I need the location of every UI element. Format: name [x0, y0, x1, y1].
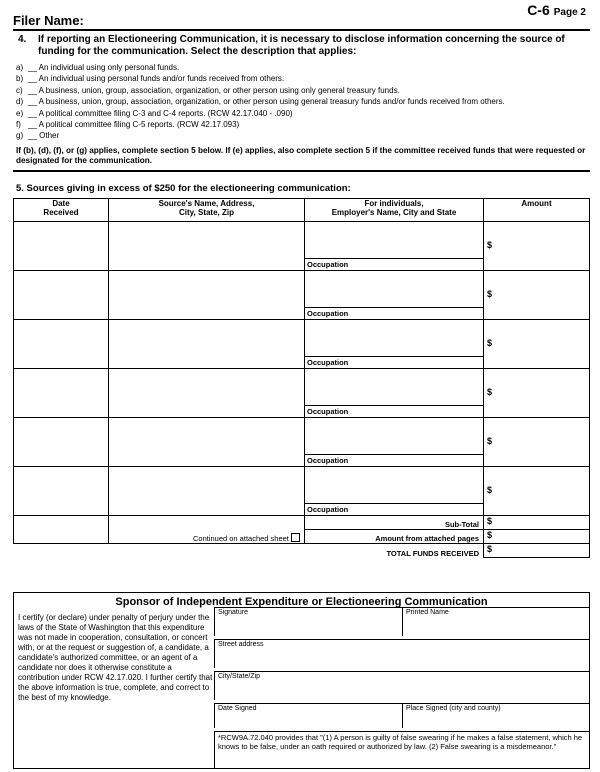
source-row: [14, 467, 590, 516]
amount-cell[interactable]: [484, 467, 590, 516]
divider: [13, 170, 590, 172]
employer-cell[interactable]: [305, 369, 484, 418]
section-4-heading: [18, 34, 588, 58]
date-received-cell[interactable]: [14, 418, 109, 467]
city-state-zip-field[interactable]: City/State/Zip: [214, 671, 589, 700]
continued-checkbox[interactable]: [291, 533, 300, 542]
dollar-sign: $: [487, 436, 493, 446]
false-swearing-warning: *RCW9A.72.040 provides that "(1) A person is guilty of false swearing if he makes a false statement, which he knows to be false, under an oath required or authorized by law. (2) False swearing is a misdemeanor.": [214, 731, 589, 768]
sponsor-title: Sponsor of Independent Expenditure or Electioneering Communication: [115, 596, 488, 608]
col-amount: Amount: [484, 199, 590, 222]
occupation-label: Occupation: [307, 260, 349, 269]
option-e[interactable]: e) __ A political committee filing C-3 and C-4 reports. (RCW 42.17.040 - .090): [16, 108, 293, 118]
signature-grid: [214, 607, 589, 768]
attached-label: Amount from attached pages: [305, 530, 484, 544]
subtotal-row: [14, 516, 590, 530]
section-4-text: If reporting an Electioneering Communication, it is necessary to disclose information concerning the source of funding for the communication. Select the description that applies:: [38, 34, 565, 57]
form-code-label: C-6: [527, 2, 550, 18]
page-number: Page 2: [553, 7, 586, 18]
amount-cell[interactable]: [484, 222, 590, 271]
source-name-cell[interactable]: [109, 271, 305, 320]
funding-options: [16, 62, 505, 142]
total-row: [14, 544, 590, 558]
dollar-sign: $: [487, 387, 493, 397]
dollar-sign: $: [487, 240, 493, 250]
date-received-cell[interactable]: [14, 222, 109, 271]
dollar-sign: $: [487, 485, 493, 495]
option-a[interactable]: a) __ An individual using only personal funds.: [16, 63, 180, 72]
section-5-instructions: If (b), (d), (f), or (g) applies, complete section 5 below. If (e) applies, also complete section 5 if the committee received funds that were requested or designated for the communication.: [16, 146, 586, 165]
occupation-label: Occupation: [307, 309, 349, 318]
date-signed-field[interactable]: Date Signed: [214, 703, 403, 728]
source-row: [14, 418, 590, 467]
option-c[interactable]: c) __ A business, union, group, association, organization, or other person using only general treasury funds.: [16, 85, 400, 95]
continued-on-attached[interactable]: Continued on attached sheet: [109, 530, 305, 544]
divider: [13, 29, 590, 31]
employer-cell[interactable]: [305, 222, 484, 271]
source-name-cell[interactable]: [109, 222, 305, 271]
total-label: TOTAL FUNDS RECEIVED: [386, 548, 479, 558]
subtotal-label: Sub-Total: [305, 516, 484, 530]
option-d[interactable]: d) __ A business, union, group, association, organization, or other person using general treasury funds and/or funds received from others.: [16, 97, 505, 107]
attached-row: [14, 530, 590, 544]
employer-cell[interactable]: [305, 418, 484, 467]
dollar-sign: $: [487, 338, 493, 348]
occupation-label: Occupation: [307, 407, 349, 416]
employer-cell[interactable]: [305, 320, 484, 369]
date-received-cell[interactable]: [14, 369, 109, 418]
occupation-label: Occupation: [307, 358, 349, 367]
table-header: [14, 199, 590, 222]
option-b[interactable]: b) __ An individual using personal funds and/or funds received from others.: [16, 74, 285, 84]
attached-amount[interactable]: $: [484, 530, 590, 544]
sponsor-section: [13, 592, 590, 769]
col-date-received: Date Received: [14, 199, 109, 222]
dollar-sign: $: [487, 289, 493, 299]
option-f[interactable]: f) __ A political committee filing C-5 reports. (RCW 42.17.093): [16, 120, 240, 130]
col-source: Source's Name, Address, City, State, Zip: [109, 199, 305, 222]
source-row: [14, 320, 590, 369]
source-row: [14, 271, 590, 320]
employer-cell[interactable]: [305, 271, 484, 320]
section-number: 4.: [18, 34, 27, 45]
street-address-field[interactable]: Street address: [214, 639, 589, 668]
form-code: [527, 2, 586, 18]
certification-text: I certify (or declare) under penalty of perjury under the laws of the State of Washington that this expenditure was not made in cooperation, consultation, or concert with, or at the request or suggestion of, a candidate, a candidate's authorized committee, or an agent of a candidate nor does it otherwise constitute a contribution under RCW 42.17.020. I further certify that the above information is true, complete, and correct to the best of my knowledge.: [18, 613, 213, 702]
place-signed-field[interactable]: Place Signed (city and county): [402, 703, 589, 728]
occupation-label: Occupation: [307, 505, 349, 514]
filer-name-label: Filer Name:: [13, 13, 84, 28]
occupation-label: Occupation: [307, 456, 349, 465]
source-row: [14, 369, 590, 418]
sources-table: [13, 198, 590, 558]
employer-cell[interactable]: [305, 467, 484, 516]
section-5-heading: 5. Sources giving in excess of $250 for the electioneering communication:: [16, 183, 351, 194]
amount-cell[interactable]: [484, 369, 590, 418]
total-amount[interactable]: $: [484, 544, 590, 558]
date-received-cell[interactable]: [14, 467, 109, 516]
amount-cell[interactable]: [484, 320, 590, 369]
source-name-cell[interactable]: [109, 467, 305, 516]
source-name-cell[interactable]: [109, 369, 305, 418]
printed-name-field[interactable]: Printed Name: [402, 607, 589, 636]
option-g[interactable]: g) __ Other: [16, 131, 60, 141]
subtotal-amount[interactable]: $: [484, 516, 590, 530]
amount-cell[interactable]: [484, 418, 590, 467]
date-received-cell[interactable]: [14, 320, 109, 369]
col-employer: For individuals, Employer's Name, City and State: [305, 199, 484, 222]
amount-cell[interactable]: [484, 271, 590, 320]
source-name-cell[interactable]: [109, 320, 305, 369]
source-name-cell[interactable]: [109, 418, 305, 467]
source-row: [14, 222, 590, 271]
signature-field[interactable]: Signature: [214, 607, 403, 636]
date-received-cell[interactable]: [14, 271, 109, 320]
